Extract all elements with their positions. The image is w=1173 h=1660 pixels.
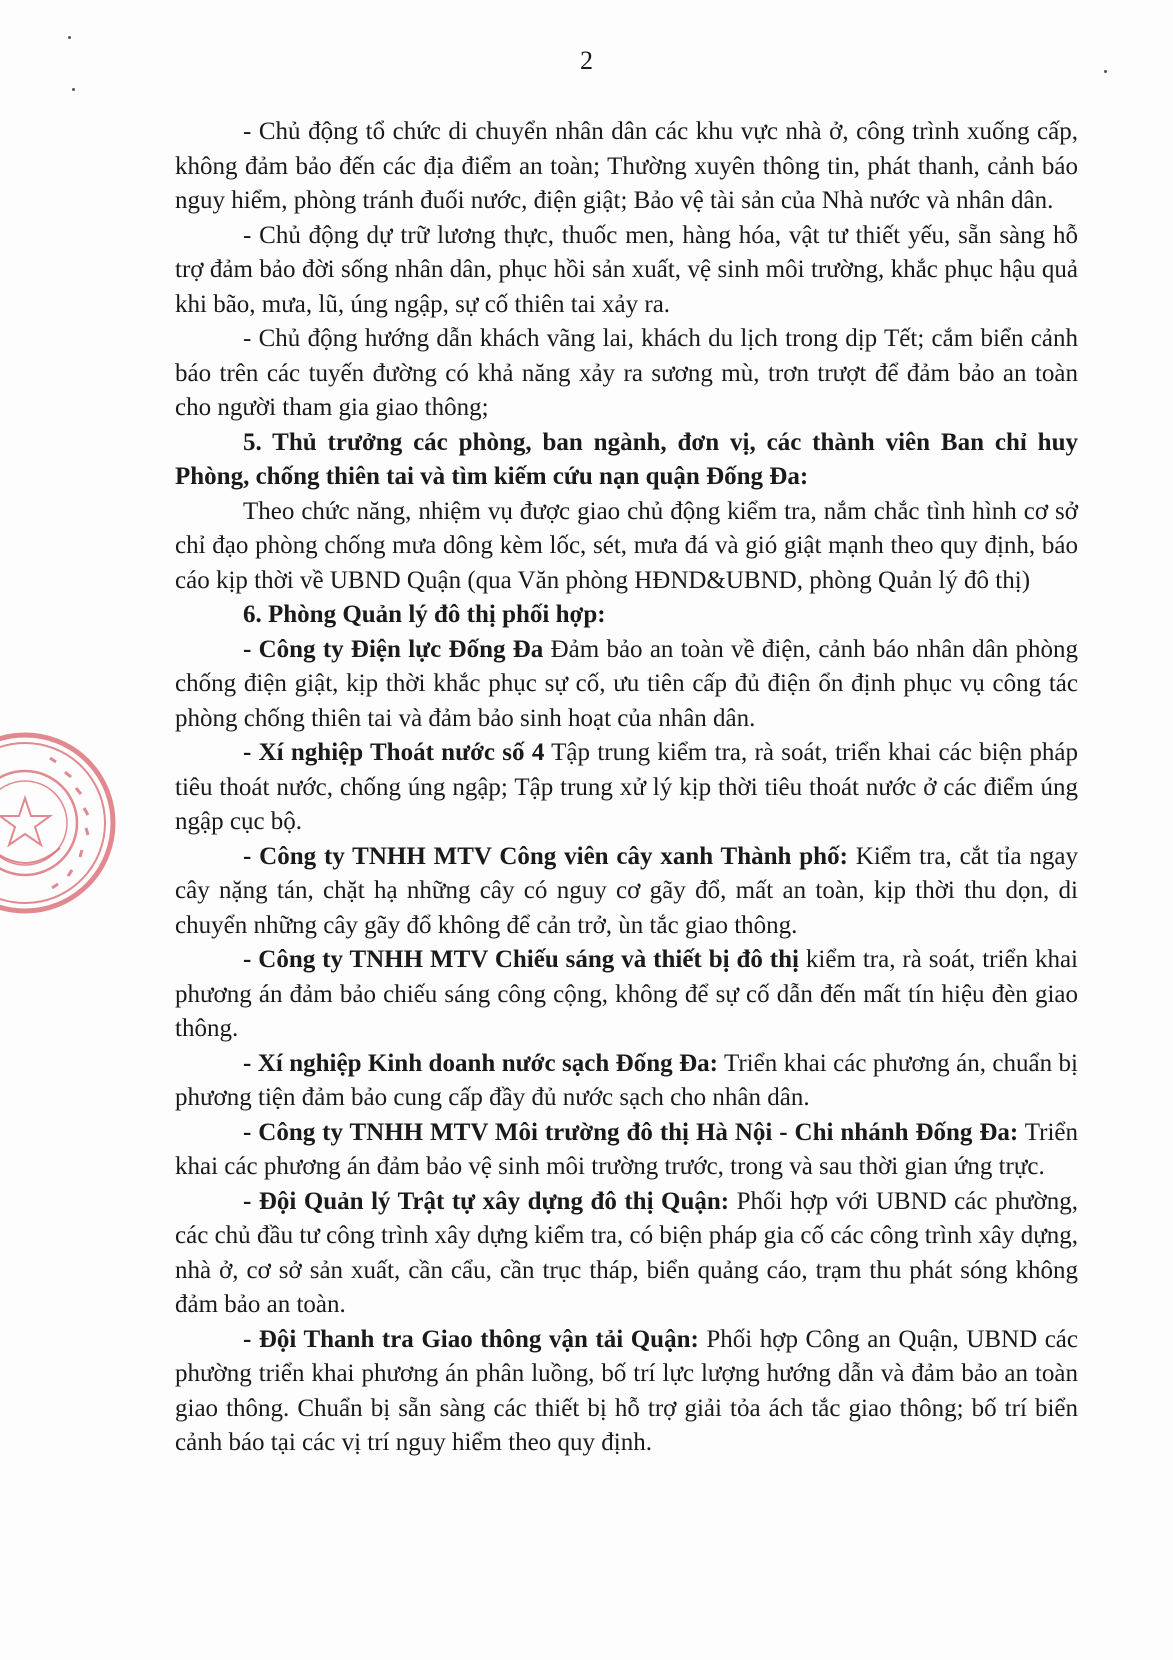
- page-number: 2: [580, 46, 593, 75]
- section-heading: 5. Thủ trưởng các phòng, ban ngành, đơn vị, các thành viên Ban chỉ huy Phòng, chống thiên tai và tìm kiếm cứu nạn quận Đống Đa:: [175, 428, 1078, 490]
- paragraph: - Công ty TNHH MTV Công viên cây xanh Thành phố: Kiểm tra, cắt tỉa ngay cây nặng tán, chặt hạ những cây có nguy cơ gãy đổ, mất an toàn, kịp thời thu dọn, di chuyển những cây gãy đổ không để cản trở, ùn tắc giao thông.: [175, 842, 1078, 939]
- paragraph: - Chủ động tổ chức di chuyển nhân dân các khu vực nhà ở, công trình xuống cấp, không đảm bảo đến các địa điểm an toàn; Thường xuyên thông tin, phát thanh, cảnh báo nguy hiểm, phòng tránh đuối nước, điện giật; Bảo vệ tài sản của Nhà nước và nhân dân.: [175, 118, 1078, 214]
- paragraph: - Đội Thanh tra Giao thông vận tải Quận: Phối hợp Công an Quận, UBND các phường triển khai phương án phân luồng, bố trí lực lượng hướng dẫn và đảm bảo an toàn giao thông. Chuẩn bị sẵn sàng các thiết bị hỗ trợ giải tỏa ách tắc giao thông; bố trí biển cảnh báo tại các vị trí nguy hiểm theo quy định.: [175, 1325, 1078, 1456]
- paragraph: - Công ty Điện lực Đống Đa Đảm bảo an toàn về điện, cảnh báo nhân dân phòng chống điện giật, kịp thời khắc phục sự cố, ưu tiên cấp đủ điện ổn định phục vụ công tác phòng chống thiên tai và đảm bảo sinh hoạt của nhân dân.: [175, 635, 1079, 732]
- paragraph: - Xí nghiệp Kinh doanh nước sạch Đống Đa: Triển khai các phương án, chuẩn bị phương tiện đảm bảo cung cấp đầy đủ nước sạch cho nhân dân.: [175, 1049, 1078, 1111]
- paragraph: - Xí nghiệp Thoát nước số 4 Tập trung kiểm tra, rà soát, triển khai các biện pháp tiêu thoát nước, chống úng ngập; Tập trung xử lý kịp thời tiêu thoát nước ở các điểm úng ngập cục bộ.: [175, 739, 1078, 835]
- section-heading: 6. Phòng Quản lý đô thị phối hợp:: [243, 601, 606, 628]
- scan-speck: [68, 36, 71, 39]
- paragraph: - Chủ động dự trữ lương thực, thuốc men, hàng hóa, vật tư thiết yếu, sẵn sàng hỗ trợ đảm bảo đời sống nhân dân, phục hồi sản xuất, vệ sinh môi trường, khắc phục hậu quả khi bão, mưa, lũ, úng ngập, sự cố thiên tai xảy ra.: [175, 221, 1078, 318]
- paragraph: - Đội Quản lý Trật tự xây dựng đô thị Quận: Phối hợp với UBND các phường, các chủ đầu tư công trình xây dựng kiểm tra, có biện pháp gia cố các công trình xây dựng, nhà ở, cơ sở sản xuất, cần cẩu, cần trục tháp, biển quảng cáo, trạm thu phát sóng không đảm bảo an toàn.: [175, 1187, 1078, 1318]
- paragraph: - Công ty TNHH MTV Chiếu sáng và thiết bị đô thị kiểm tra, rà soát, triển khai phương án đảm bảo chiếu sáng công cộng, không để sự cố dẫn đến mất tín hiệu đèn giao thông.: [175, 946, 1078, 1042]
- paragraph: - Công ty TNHH MTV Môi trường đô thị Hà Nội - Chi nhánh Đống Đa: Triển khai các phương án đảm bảo vệ sinh môi trường trước, trong và sau thời gian ứng trực.: [175, 1118, 1078, 1180]
- document-body: [175, 115, 1078, 1461]
- scan-speck: [72, 88, 75, 91]
- paragraph: Theo chức năng, nhiệm vụ được giao chủ động kiểm tra, nắm chắc tình hình cơ sở chỉ đạo phòng chống mưa dông kèm lốc, sét, mưa đá và gió giật mạnh theo quy định, báo cáo kịp thời về UBND Quận (qua Văn phòng HĐND&UBND, phòng Quản lý đô thị): [175, 497, 1078, 594]
- paragraph: - Chủ động hướng dẫn khách vãng lai, khách du lịch trong dịp Tết; cắm biển cảnh báo trên các tuyến đường có khả năng xảy ra sương mù, trơn trượt để đảm bảo an toàn cho người tham gia giao thông;: [175, 325, 1078, 421]
- red-seal-stamp-icon: [0, 728, 120, 918]
- scan-speck: [1104, 70, 1107, 73]
